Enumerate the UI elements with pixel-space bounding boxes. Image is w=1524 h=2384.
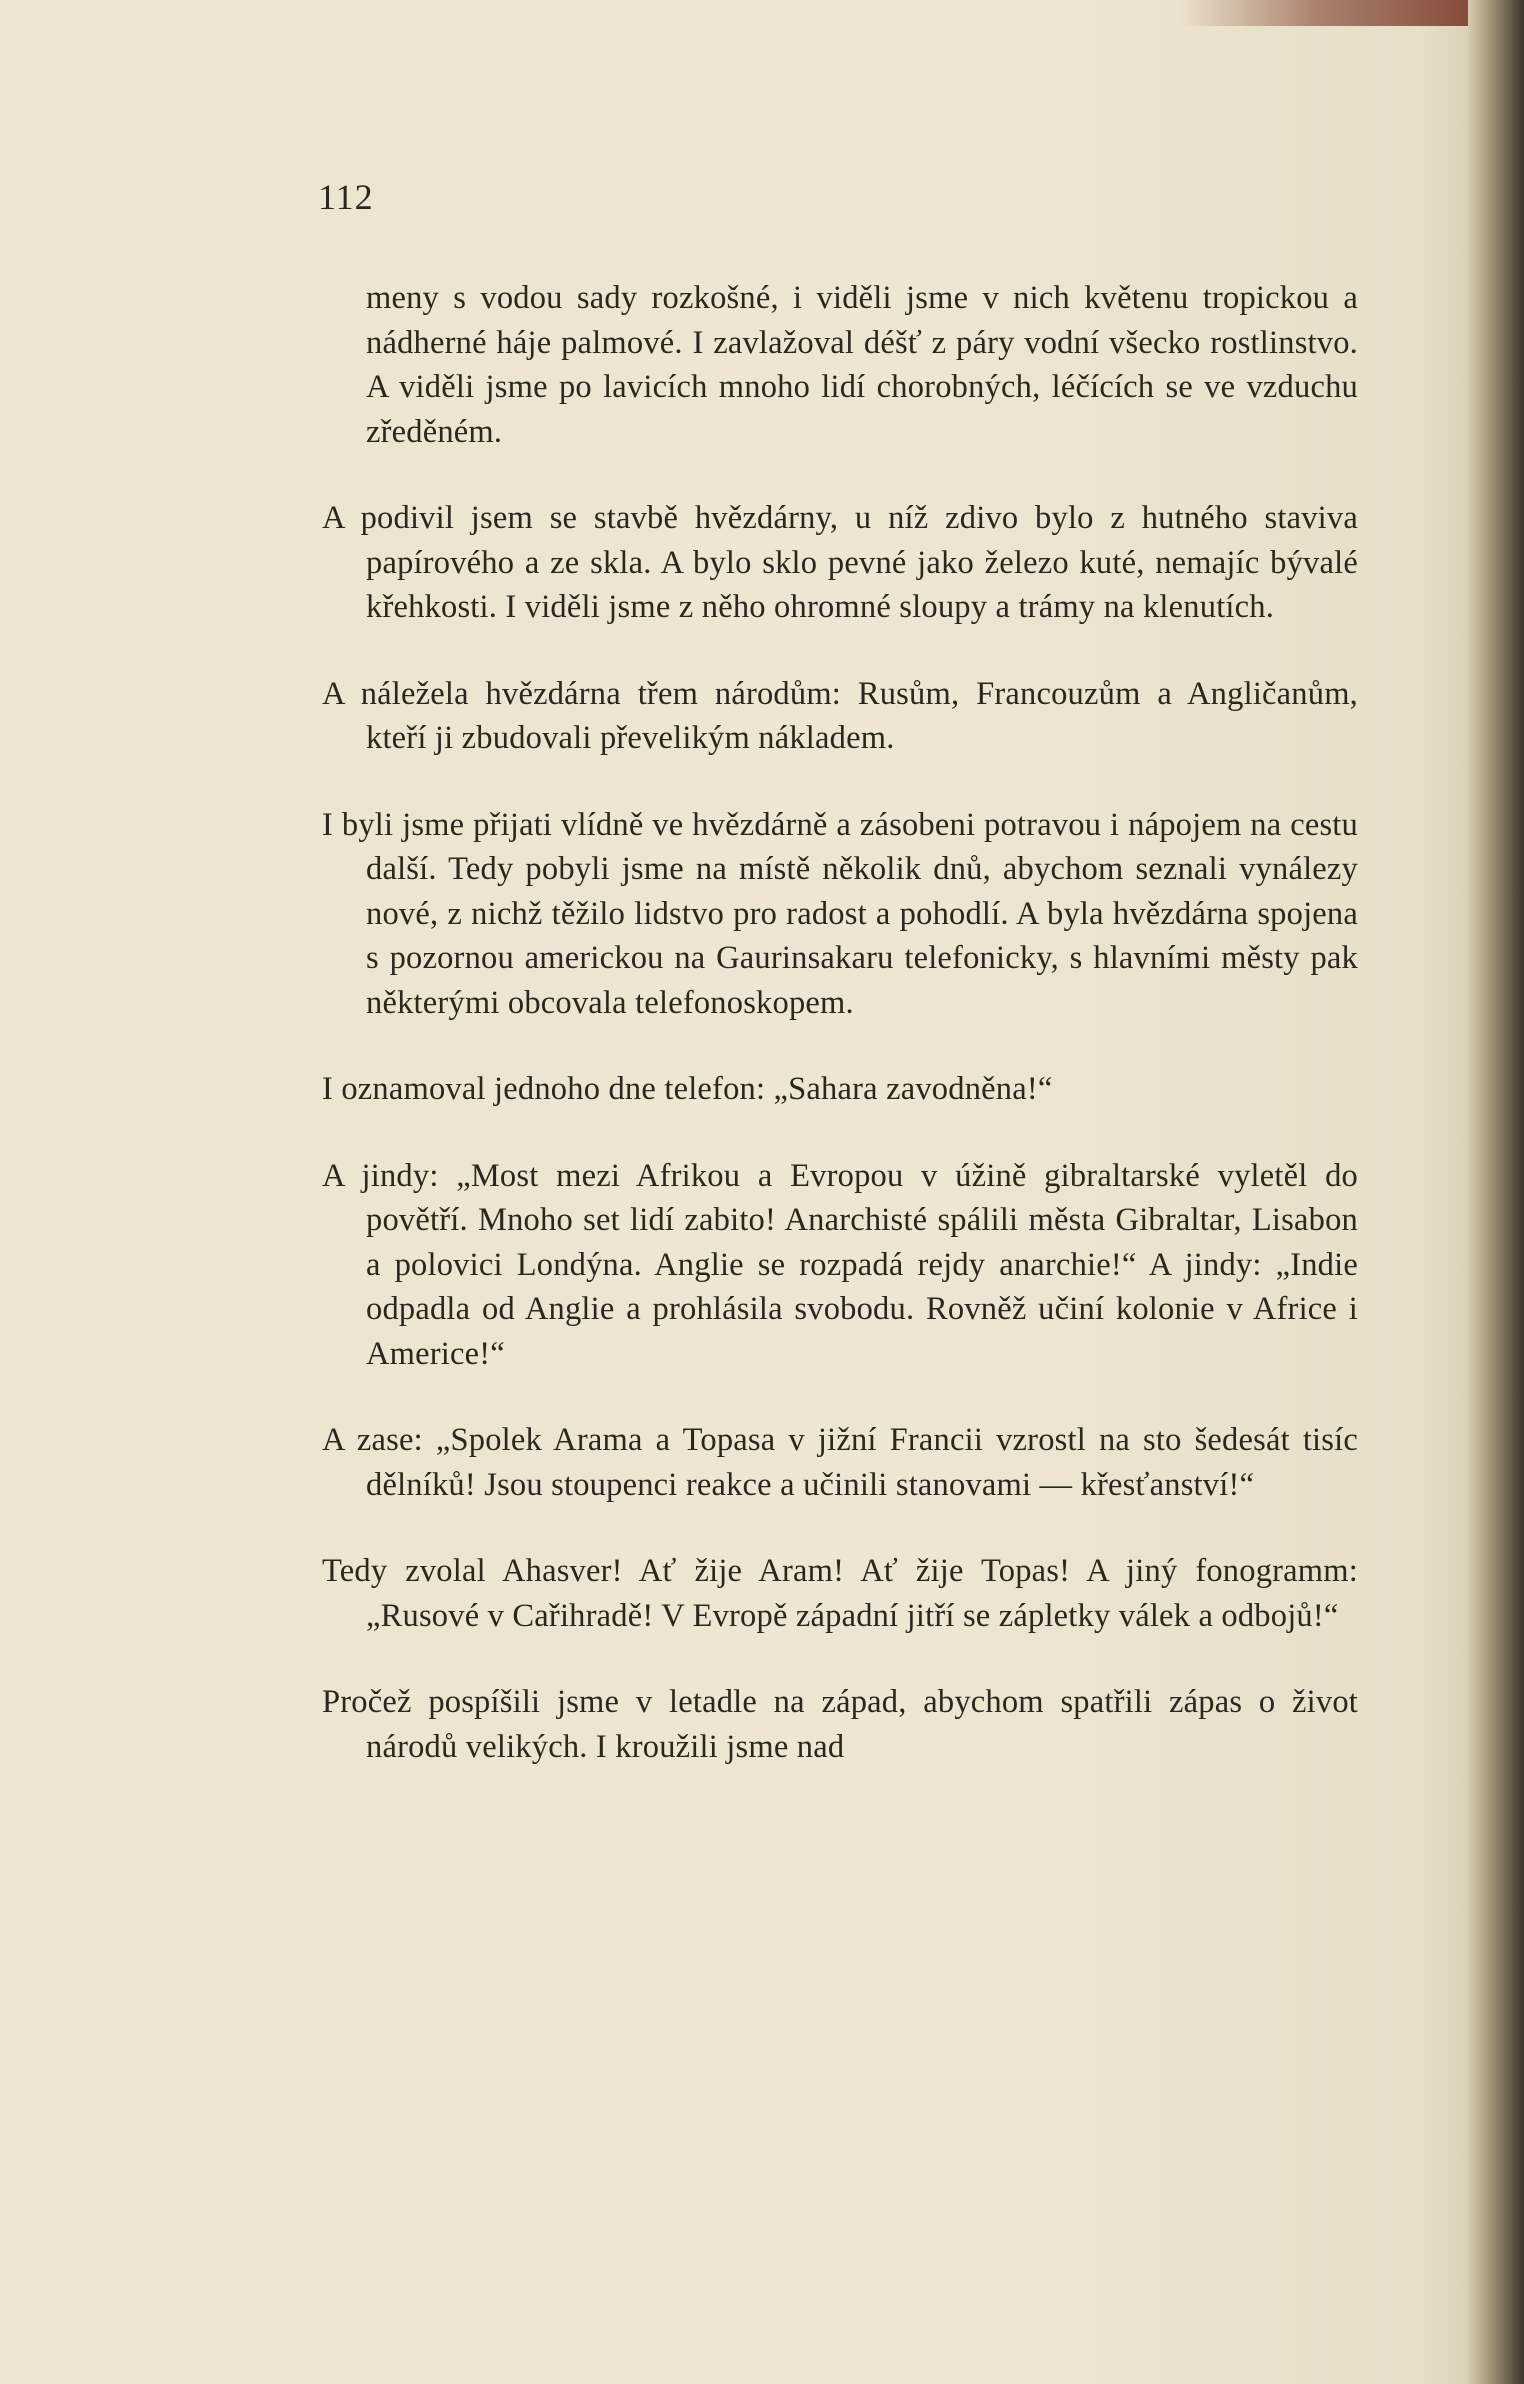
page-number: 112 bbox=[318, 177, 374, 217]
book-spine bbox=[1468, 0, 1524, 2384]
body-text bbox=[322, 276, 1358, 1811]
paragraph-3: A náležela hvězdárna třem národům: Rusům, Francouzům a Angličanům, kteří ji zbudovali převelikým nákladem. bbox=[322, 675, 1358, 756]
paragraph-8: Tedy zvolal Ahasver! Ať žije Aram! Ať žije Topas! A jiný fonogramm: „Rusové v Cařihradě! V Evropě západní jitří se zápletky válek a odbojů!“ bbox=[322, 1553, 1358, 1634]
paragraph-9: Pročež pospíšili jsme v letadle na západ, abychom spatřili zápas o život národů velikých. I kroužili jsme nad bbox=[322, 1684, 1358, 1765]
paragraph-7: A zase: „Spolek Arama a Topasa v jižní Francii vzrostl na sto šedesát tisíc dělníků! Jsou stoupenci reakce a učinili stanovami — křesťanství!“ bbox=[322, 1422, 1358, 1503]
paragraph-4: I byli jsme přijati vlídně ve hvězdárně a zásobeni potravou i nápojem na cestu další. Tedy pobyli jsme na místě několik dnů, abychom seznali vynálezy nové, z nichž těžilo lidstvo pro radost a pohodlí. A byla hvězdárna spojena s pozornou americkou na Gaurinsakaru telefonicky, s hlavními městy pak některými obcovala telefonoskopem. bbox=[322, 806, 1358, 1021]
paragraph-2: A podivil jsem se stavbě hvězdárny, u níž zdivo bylo z hutného staviva papírového a ze skla. A bylo sklo pevné jako železo kuté, nemajíc bývalé křehkosti. I viděli jsme z něho ohromné sloupy a trámy na klenutích. bbox=[322, 500, 1358, 625]
paragraph-6: A jindy: „Most mezi Afrikou a Evropou v úžině gibraltarské vyletěl do povětří. Mnoho set lidí zabito! Anarchisté spálili města Gibraltar, Lisabon a polovici Londýna. Anglie se rozpadá rejdy anarchie!“ A jindy: „Indie odpadla od Anglie a prohlásila svobodu. Rovněž učiní kolonie v Africe i Americe!“ bbox=[322, 1157, 1358, 1372]
paragraph-1: meny s vodou sady rozkošné, i viděli jsme v nich květenu tropickou a nádherné háje palmové. I zavlažoval déšť z páry vodní všecko rostlinstvo. A viděli jsme po lavicích mnoho lidí chorobných, léčících se ve vzduchu zředěném. bbox=[366, 280, 1358, 450]
paragraph-5: I oznamoval jednoho dne telefon: „Sahara zavodněna!“ bbox=[322, 1071, 1053, 1107]
